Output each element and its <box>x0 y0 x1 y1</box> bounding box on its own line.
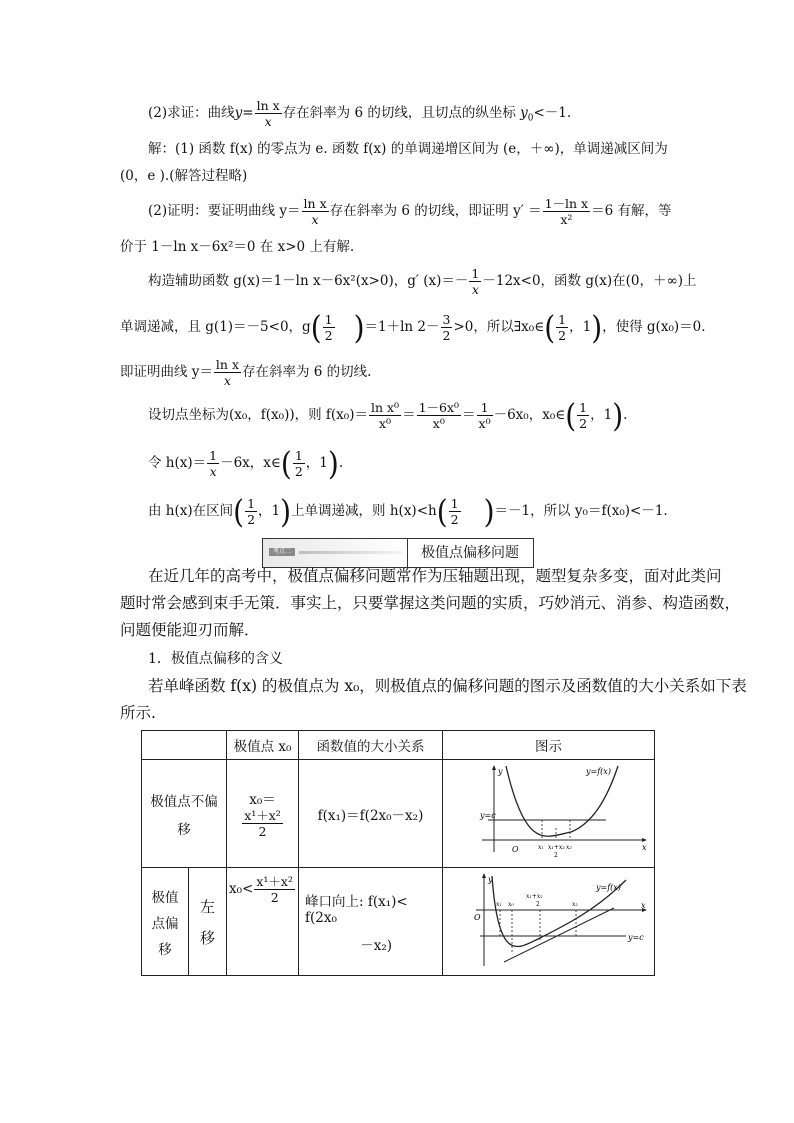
label: y <box>488 874 493 884</box>
denominator: 2 <box>294 464 303 479</box>
graph-no-shift <box>446 762 651 862</box>
numerator: 1 <box>450 496 459 511</box>
label: y=c <box>480 810 496 820</box>
bracket: ( <box>233 491 245 530</box>
bracket: ( <box>310 307 322 346</box>
label: x₁+x₂ <box>548 843 565 851</box>
numerator: 3 <box>442 312 451 327</box>
paragraph: 若单峰函数 f(x) 的极值点为 x₀，则极值点的偏移问题的图示及函数值的大小关系如下表 <box>148 677 747 695</box>
text: >0，所以∃x₀∈ <box>453 319 545 335</box>
graph-cell <box>443 868 655 976</box>
numerator: 1 <box>294 448 303 463</box>
fraction <box>214 357 241 388</box>
paragraph: 问题便能迎刃而解． <box>120 621 260 639</box>
fraction <box>441 312 453 343</box>
numerator: x¹＋x² <box>244 808 281 823</box>
label: x₁+x₂ <box>526 892 543 900</box>
text: －x₂) <box>360 937 392 954</box>
text: ＝1＋ln 2－ <box>364 319 440 335</box>
fraction <box>577 400 589 431</box>
label: x₁ <box>538 843 544 851</box>
paragraph: 题时常会感到束手无策．事实上，只要掌握这类问题的实质，巧妙消元、消参、构造函数， <box>120 594 741 612</box>
numerator: ln x <box>303 196 327 211</box>
label: x₀ <box>508 900 514 908</box>
denominator: 2 <box>270 890 279 905</box>
text: 极值点不偏 <box>150 793 218 810</box>
curve <box>506 766 618 836</box>
numerator: 1 <box>579 400 588 415</box>
text: ＝－1，所以 y₀＝f(x₀)<－1. <box>494 503 668 519</box>
relation-cell <box>299 868 443 976</box>
graph-left-shift <box>446 870 651 970</box>
bracket: ( <box>544 307 556 346</box>
text: 上单调递减，则 h(x)<h <box>291 503 437 519</box>
fraction <box>254 874 295 905</box>
text: 构造辅助函数 g(x)＝1－ln x－6x²(x>0)，g′ (x)＝－ <box>148 273 469 289</box>
text: 即证明曲线 y＝ <box>120 364 213 380</box>
label: y=f(x) <box>586 766 611 776</box>
label: y=f(x) <box>596 882 621 892</box>
proof-line <box>148 196 672 227</box>
paragraph: 在近几年的高考中，极值点偏移问题常作为压轴题出现，题型复杂多变，面对此类问 <box>148 567 722 585</box>
denominator: x <box>471 282 479 297</box>
proof-line <box>148 395 628 434</box>
text: 由 h(x)在区间 <box>148 503 234 519</box>
text: 存在斜率为 6 的切线，且切点的纵坐标 <box>282 105 521 121</box>
section-heading: 1．极值点偏移的含义 <box>148 651 283 667</box>
label: 2 <box>554 851 558 859</box>
numerator: ln x <box>256 98 280 113</box>
denominator: 2 <box>247 512 256 527</box>
arrow-y <box>482 873 486 878</box>
bracket: ) <box>327 443 339 482</box>
bracket: ( <box>565 395 577 434</box>
numerator: ln x⁰ <box>370 400 400 415</box>
bracket: ) <box>612 395 624 434</box>
text: ，1 <box>305 455 328 471</box>
numerator: 1－ln x <box>544 196 589 211</box>
x0-cell <box>227 868 299 976</box>
banner-bar <box>299 551 403 554</box>
table-header: 极值点 x₀ <box>227 731 299 760</box>
text: 极值 <box>151 889 179 906</box>
denominator: 2 <box>579 416 588 431</box>
solution-line: (0，e ).(解答过程略) <box>120 168 248 184</box>
proof-line: 价于 1－ln x－6x²＝0 在 x>0 上有解. <box>120 239 355 255</box>
text: y <box>520 105 528 121</box>
denominator: x <box>311 212 319 227</box>
label: y <box>498 766 503 776</box>
proof-line <box>148 491 668 530</box>
text: ，1 <box>258 503 281 519</box>
numerator: ln x <box>215 357 239 372</box>
fraction <box>323 312 335 343</box>
text: 移 <box>177 821 191 838</box>
label: x₁ <box>496 900 502 908</box>
fraction <box>302 196 329 227</box>
fraction <box>417 400 461 431</box>
text: 峰口向上: f(x₁)< f(2x₀ <box>305 893 408 926</box>
problem-statement <box>148 98 571 129</box>
text: . <box>623 407 628 423</box>
text: ＝ <box>462 407 476 423</box>
denominator: 2 <box>558 328 567 343</box>
numerator: 1 <box>558 312 567 327</box>
proof-line <box>148 266 697 297</box>
paragraph: 所示. <box>120 704 156 722</box>
denominator: 2 <box>258 824 267 839</box>
row-sublabel <box>189 868 227 976</box>
denominator: x <box>223 373 231 388</box>
tangent-line <box>504 908 614 962</box>
bracket: ) <box>591 307 603 346</box>
numerator: 1 <box>324 312 333 327</box>
text: ＝6 有解，等 <box>591 203 672 219</box>
label: x <box>642 842 647 852</box>
numerator: 1 <box>247 496 256 511</box>
fraction <box>556 312 568 343</box>
bracket: ( <box>280 443 292 482</box>
x0-cell <box>227 760 299 868</box>
denominator: 2 <box>442 328 451 343</box>
text: 移 <box>158 941 172 958</box>
text: 存在斜率为 6 的切线. <box>242 364 372 380</box>
denominator: 2 <box>324 328 333 343</box>
row-label <box>142 868 189 976</box>
numerator: 1 <box>209 448 218 463</box>
fraction <box>207 448 219 479</box>
table-header-row <box>142 731 655 760</box>
bracket: ( <box>436 491 448 530</box>
table-row <box>142 868 655 976</box>
text: <－1. <box>533 105 572 121</box>
arrow-x <box>642 838 647 842</box>
denominator: x <box>209 464 217 479</box>
table-header <box>142 731 227 760</box>
denominator: x² <box>560 212 573 227</box>
numerator: 1－6x⁰ <box>418 400 460 415</box>
text: (2)求证：曲线 <box>148 105 235 121</box>
text: 移 <box>199 928 215 947</box>
fraction <box>369 400 401 431</box>
text: 点偏 <box>151 915 179 932</box>
label: O <box>512 844 519 854</box>
text: －12x<0，函数 g(x)在(0，＋∞)上 <box>482 273 697 289</box>
bracket: ) <box>353 307 365 346</box>
text: 设切点坐标为(x₀，f(x₀))，则 f(x₀)＝ <box>148 407 368 423</box>
table-header: 函数值的大小关系 <box>299 731 443 760</box>
fraction <box>543 196 591 227</box>
bracket: ) <box>483 491 495 530</box>
label: y=c <box>628 932 644 942</box>
proof-line <box>120 307 706 346</box>
table-row <box>142 760 655 868</box>
label: x₂ <box>572 900 578 908</box>
bracket: ) <box>280 491 292 530</box>
text: 存在斜率为 6 的切线，即证明 y′ ＝ <box>329 203 542 219</box>
text: －6x₀，x₀∈ <box>493 407 566 423</box>
fraction <box>242 808 283 839</box>
label: 2 <box>536 900 540 908</box>
text: ，1 <box>590 407 613 423</box>
arrow-y <box>492 765 496 770</box>
table-header: 图示 <box>443 731 655 760</box>
label: O <box>474 912 481 922</box>
label: x₂ <box>566 843 572 851</box>
relation-cell: f(x₁)＝f(2x₀－x₂) <box>299 760 443 868</box>
solution-line: 解：(1) 函数 f(x) 的零点为 e. 函数 f(x) 的单调递增区间为 (e，＋∞)，单调递减区间为 <box>148 141 668 157</box>
denominator: x <box>264 114 272 129</box>
text: ＝ <box>402 407 416 423</box>
numerator: 1 <box>477 400 493 416</box>
banner-tag: 考点二 <box>269 548 295 556</box>
text: y <box>234 105 243 121</box>
fraction <box>477 400 493 431</box>
text: x₀＝ <box>249 792 276 808</box>
fraction <box>255 98 282 129</box>
denominator: 2 <box>450 512 459 527</box>
text: (2)证明：要证明曲线 y＝ <box>148 203 301 219</box>
row-label <box>142 760 227 868</box>
text: x₀< <box>229 881 254 897</box>
denominator: x⁰ <box>478 416 491 431</box>
graph-cell <box>443 760 655 868</box>
section-title: 极值点偏移问题 <box>421 545 519 561</box>
text: = <box>242 105 254 121</box>
denominator: x⁰ <box>432 416 445 431</box>
text: ，1 <box>569 319 592 335</box>
fraction <box>449 496 461 527</box>
text: 单调递减，且 g(1)＝－5<0，g <box>120 319 311 335</box>
text: ，使得 g(x₀)＝0. <box>602 319 706 335</box>
fraction <box>245 496 257 527</box>
label: x <box>641 900 646 910</box>
proof-line <box>120 357 371 388</box>
text: 0 <box>527 113 534 124</box>
extremum-shift-table <box>141 730 655 976</box>
proof-line <box>148 443 344 482</box>
text: 左 <box>199 897 215 916</box>
text: 令 h(x)＝ <box>148 455 207 471</box>
fraction <box>293 448 305 479</box>
numerator: 1 <box>471 266 480 281</box>
fraction <box>469 266 481 297</box>
text: . <box>338 455 344 471</box>
denominator: x⁰ <box>378 416 392 431</box>
text: －6x，x∈ <box>220 455 281 471</box>
numerator: x¹＋x² <box>256 874 293 889</box>
